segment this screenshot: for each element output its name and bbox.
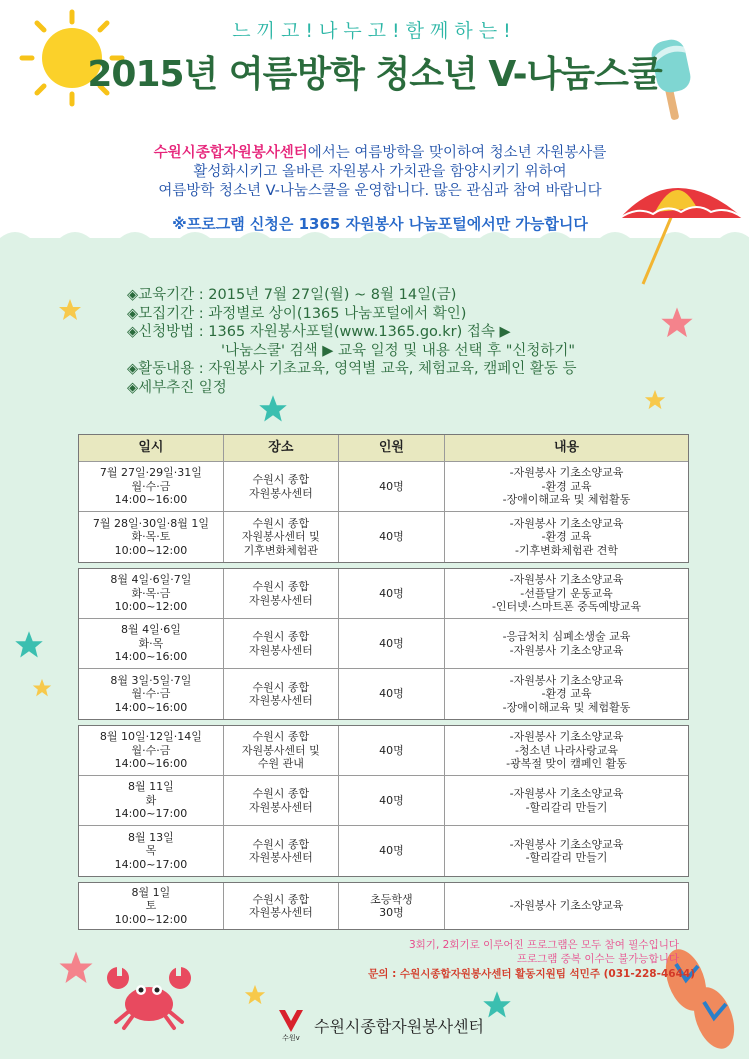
date-cell-line: 화 [145, 793, 157, 807]
contact-info: 문의 : 수원시종합자원봉사센터 활동지원팀 석민주 (031-228-4644) [368, 968, 695, 980]
place-cell-line: 수원시 종합 [252, 680, 310, 694]
place-cell-line: 수원 관내 [257, 757, 304, 771]
people-cell [338, 462, 444, 511]
date-cell-line: 14:00~17:00 [114, 807, 188, 821]
people-cell [338, 619, 444, 668]
place-cell-line: 기후변화체험관 [243, 543, 319, 557]
table-row [79, 775, 688, 825]
place-cell-line: 수원시 종합 [252, 516, 310, 530]
people-cell-line: 40명 [379, 793, 404, 807]
column-header: 장소 [223, 435, 338, 461]
info-period: ◈교육기간 : 2015년 7월 27일(월) ~ 8월 14일(금) [127, 287, 457, 303]
table-row [79, 618, 688, 668]
place-cell-line: 자원봉사센터 [248, 694, 313, 707]
starfish-icon [14, 630, 44, 660]
program-info [127, 286, 577, 397]
table-row [79, 668, 688, 719]
starfish-icon [258, 394, 288, 424]
info-apply-steps: '나눔스쿨' 검색 ▶ 교육 일정 및 내용 선택 후 "신청하기" [221, 342, 576, 359]
place-cell [223, 776, 338, 825]
date-cell-line: 8월 3일·5일·7일 [110, 673, 192, 687]
intro-org-name: 수원시종합자원봉사센터 [153, 145, 308, 161]
table-row [79, 883, 688, 929]
content-cell-line: -응급처치 심폐소생술 교육 [502, 630, 631, 643]
table-row [79, 569, 688, 618]
poster-title: 2015년 여름방학 청소년 V-나눔스쿨 [87, 54, 662, 95]
place-cell [223, 826, 338, 876]
starfish-icon [660, 306, 694, 340]
info-schedule-heading: ◈세부추진 일정 [127, 379, 227, 396]
date-cell-line: 8월 4일·6일 [120, 623, 181, 637]
date-cell-line: 8월 4일·6일·7일 [110, 573, 192, 587]
date-cell-line: 화·목·금 [131, 586, 171, 600]
content-cell-line: -자원봉사 기초소양교육 [509, 643, 624, 657]
date-cell [79, 826, 223, 876]
content-cell-line: -자원봉사 기초소양교육 [509, 730, 624, 744]
people-cell [338, 826, 444, 876]
place-cell [223, 883, 338, 929]
date-cell-line: 화·목 [138, 636, 164, 650]
column-header: 인원 [338, 435, 444, 461]
content-cell-line: -자원봉사 기초소양교육 [509, 837, 624, 851]
column-header: 일시 [79, 435, 223, 461]
people-cell-line: 40명 [379, 479, 404, 493]
schedule-group [78, 725, 689, 877]
table-row [79, 461, 688, 511]
content-cell-line: -자원봉사 기초소양교육 [509, 787, 624, 800]
content-cell-line: -자원봉사 기초소양교육 [509, 466, 624, 480]
place-cell-line: 수원시 종합 [252, 473, 310, 486]
schedule-table [78, 434, 689, 935]
people-cell [338, 569, 444, 618]
place-cell-line: 자원봉사센터 [248, 906, 313, 919]
star-icon [58, 298, 82, 322]
star-icon [32, 678, 52, 698]
date-cell-line: 10:00~12:00 [114, 912, 188, 926]
people-cell [338, 512, 444, 562]
application-notice: ※프로그램 신청은 1365 자원봉사 나눔포털에서만 가능합니다 [172, 215, 588, 233]
people-cell-line: 40명 [379, 636, 404, 650]
starfish-icon [482, 990, 512, 1020]
content-cell-line: -자원봉사 기초소양교육 [509, 573, 624, 587]
content-cell-line: -할리갈리 만들기 [525, 800, 608, 814]
date-cell-line: 월·수·금 [131, 687, 171, 701]
info-apply: ◈신청방법 : 1365 자원봉사포털(www.1365.go.kr) 접속 ▶ [127, 324, 511, 340]
content-cell-line: -환경 교육 [541, 479, 592, 493]
place-cell [223, 569, 338, 618]
content-cell [444, 569, 688, 618]
content-cell-line: -할리갈리 만들기 [525, 851, 608, 864]
date-cell [79, 512, 223, 562]
people-cell-line: 40명 [379, 844, 404, 858]
date-cell-line: 14:00~16:00 [114, 493, 188, 507]
people-cell-line: 40명 [379, 687, 404, 701]
date-cell-line: 7월 28일·30일·8월 1일 [92, 516, 209, 530]
date-cell-line: 14:00~16:00 [114, 700, 188, 714]
content-cell-line: -기후변화체험관 견학 [514, 543, 619, 557]
intro-text [80, 144, 680, 201]
content-cell-line: -자원봉사 기초소양교육 [509, 516, 624, 530]
date-cell [79, 776, 223, 825]
people-cell-line: 40명 [379, 586, 404, 600]
org-logo-icon [276, 1008, 306, 1042]
people-cell-line: 30명 [379, 906, 404, 919]
place-cell-line: 자원봉사센터 [248, 800, 313, 814]
content-cell [444, 669, 688, 719]
footer-note-2: 프로그램 중복 이수는 불가능합니다 [516, 953, 679, 965]
place-cell-line: 자원봉사센터 및 [241, 743, 320, 757]
date-cell [79, 883, 223, 929]
content-cell [444, 776, 688, 825]
date-cell-line: 10:00~12:00 [114, 543, 188, 557]
place-cell-line: 자원봉사센터 [248, 643, 313, 657]
footer-note-1: 3회기, 2회기로 이루어진 프로그램은 모두 참여 필수입니다 [408, 939, 679, 951]
date-cell-line: 토 [145, 899, 157, 913]
place-cell-line: 수원시 종합 [252, 630, 310, 643]
starfish-icon [58, 950, 94, 986]
date-cell-line: 8월 10일·12일·14일 [99, 730, 202, 744]
info-activities: ◈활동내용 : 자원봉사 기초교육, 영역별 교육, 체험교육, 캠페인 활동 등 [127, 361, 577, 377]
date-cell-line: 14:00~16:00 [114, 757, 188, 771]
content-cell-line: -인터넷·스마트폰 중독예방교육 [491, 600, 642, 614]
content-cell-line: -선플달기 운동교육 [520, 586, 613, 600]
date-cell-line: 14:00~16:00 [114, 650, 188, 664]
crab-icon [104, 956, 194, 1032]
logo-text: 수원v [282, 1034, 300, 1042]
info-recruit: ◈모집기간 : 과정별로 상이(1365 나눔포털에서 확인) [127, 305, 467, 322]
content-cell-line: -광복절 맞이 캠페인 활동 [506, 757, 627, 771]
date-cell [79, 669, 223, 719]
column-header: 내용 [444, 435, 688, 461]
people-cell [338, 726, 444, 775]
date-cell-line: 8월 11일 [128, 780, 174, 794]
content-cell [444, 619, 688, 668]
place-cell-line: 수원시 종합 [252, 730, 310, 744]
poster-subtitle: 느끼고!나누고!함께하는! [232, 20, 517, 42]
place-cell-line: 수원시 종합 [252, 580, 310, 593]
star-icon [244, 984, 266, 1006]
place-cell [223, 512, 338, 562]
place-cell [223, 619, 338, 668]
date-cell-line: 월·수·금 [131, 479, 171, 493]
people-cell [338, 776, 444, 825]
place-cell-line: 수원시 종합 [252, 892, 310, 906]
content-cell-line: -자원봉사 기초소양교육 [509, 899, 624, 913]
org-footer [276, 1008, 484, 1042]
table-header-row [79, 435, 688, 461]
date-cell [79, 726, 223, 775]
people-cell-line: 40명 [379, 530, 404, 544]
content-cell-line: -장애이해교육 및 체험활동 [502, 493, 631, 507]
content-cell [444, 512, 688, 562]
content-cell [444, 726, 688, 775]
place-cell-line: 자원봉사센터 [248, 851, 313, 864]
content-cell [444, 883, 688, 929]
org-name: 수원시종합자원봉사센터 [314, 1016, 485, 1036]
place-cell [223, 669, 338, 719]
place-cell [223, 462, 338, 511]
intro-line-3: 여름방학 청소년 V-나눔스쿨을 운영합니다. 많은 관심과 참여 바랍니다 [158, 183, 602, 199]
table-row [79, 825, 688, 876]
footer-notes [409, 938, 679, 966]
date-cell-line: 8월 1일 [131, 885, 171, 899]
date-cell [79, 569, 223, 618]
date-cell [79, 619, 223, 668]
intro-line-1: 에서는 여름방학을 맞이하여 청소년 자원봉사를 [307, 145, 607, 161]
content-cell [444, 826, 688, 876]
schedule-group [78, 568, 689, 720]
place-cell-line: 자원봉사센터 [248, 593, 313, 607]
place-cell-line: 수원시 종합 [252, 837, 310, 851]
date-cell-line: 7월 27일·29일·31일 [99, 466, 202, 480]
place-cell [223, 726, 338, 775]
intro-line-2: 활성화시키고 올바른 자원봉사 가치관을 함양시키기 위하여 [193, 164, 567, 180]
date-cell-line: 8월 13일 [128, 830, 174, 844]
place-cell-line: 자원봉사센터 [248, 486, 313, 500]
table-row [79, 511, 688, 562]
people-cell-line: 초등학생 [370, 892, 413, 906]
schedule-group [78, 882, 689, 930]
people-cell [338, 669, 444, 719]
content-cell-line: -자원봉사 기초소양교육 [509, 673, 624, 687]
date-cell-line: 화·목·토 [131, 530, 171, 544]
date-cell-line: 14:00~17:00 [114, 857, 188, 871]
place-cell-line: 수원시 종합 [252, 787, 310, 800]
place-cell-line: 자원봉사센터 및 [241, 530, 320, 544]
date-cell-line: 목 [145, 844, 157, 858]
content-cell-line: -환경 교육 [541, 687, 592, 701]
content-cell [444, 462, 688, 511]
date-cell-line: 월·수·금 [131, 743, 171, 757]
content-cell-line: -청소년 나라사랑교육 [514, 743, 619, 757]
date-cell-line: 10:00~12:00 [114, 600, 188, 614]
date-cell [79, 462, 223, 511]
table-row [79, 726, 688, 775]
content-cell-line: -환경 교육 [541, 530, 592, 544]
star-icon [644, 389, 666, 411]
people-cell [338, 883, 444, 929]
schedule-group [78, 434, 689, 563]
people-cell-line: 40명 [379, 743, 404, 757]
content-cell-line: -장애이해교육 및 체험활동 [502, 700, 631, 714]
